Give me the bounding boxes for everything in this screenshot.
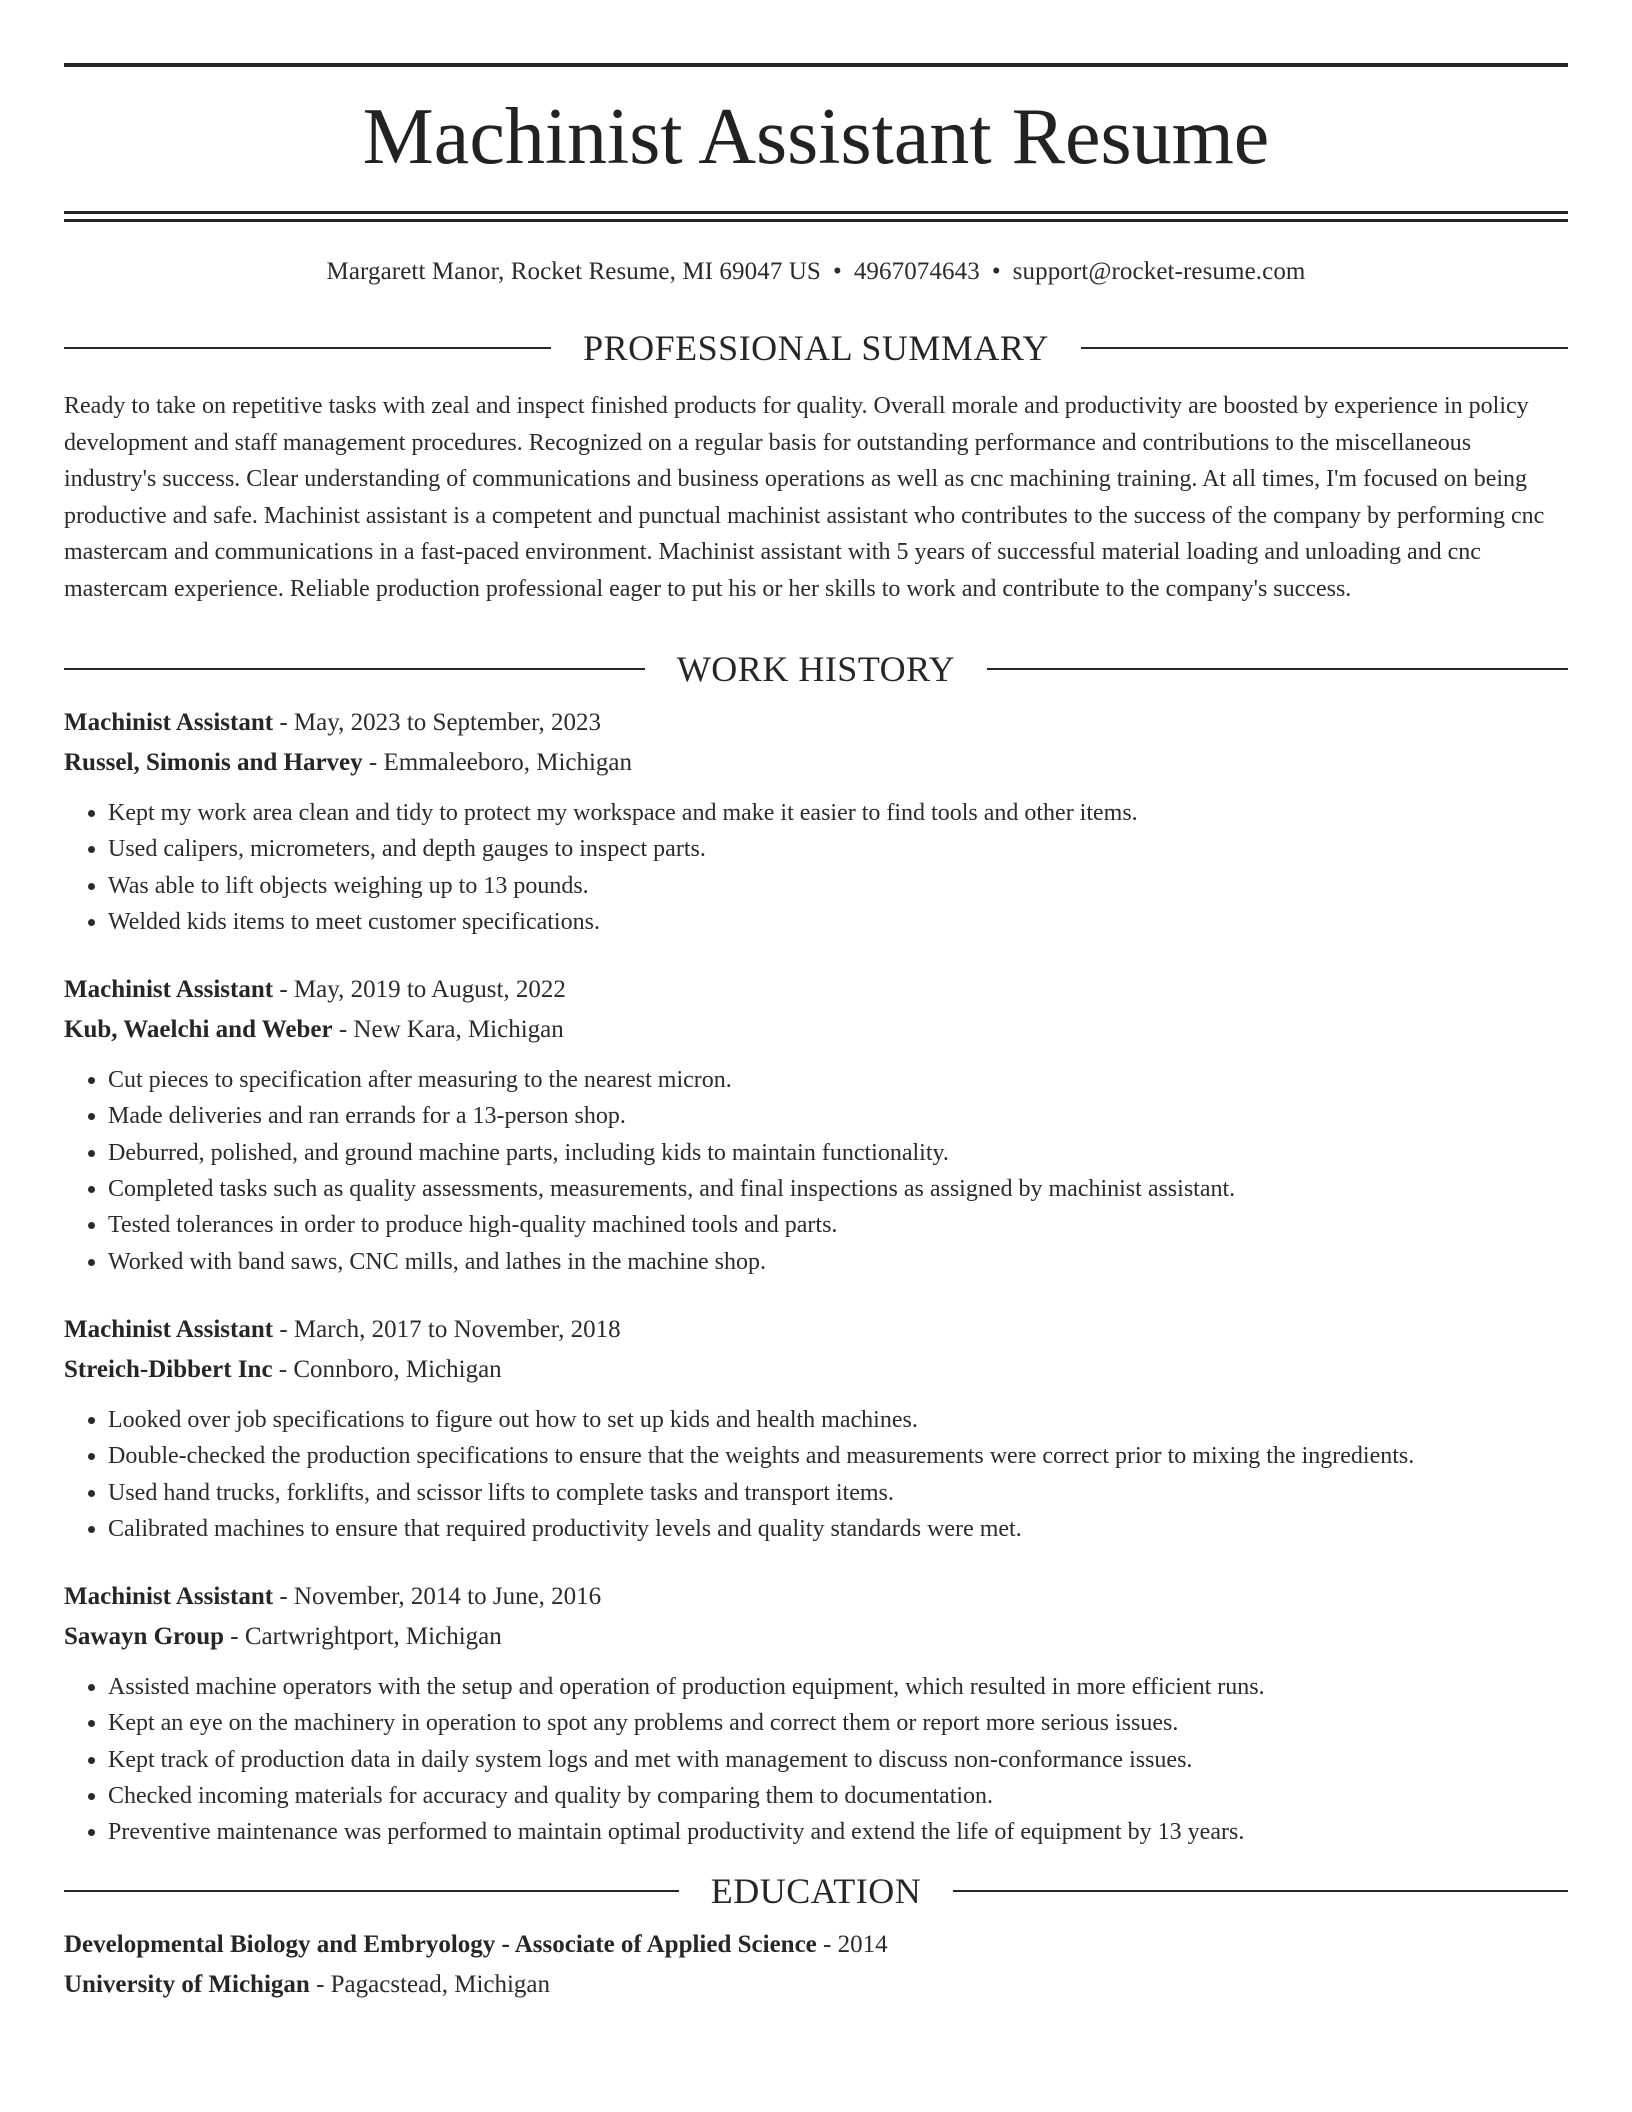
resume-page: [64, 0, 1568, 2005]
education-school-line: [64, 1965, 1568, 2005]
job-entry: [64, 1577, 1568, 1850]
job-title: Machinist Assistant: [64, 709, 274, 736]
job-title: Machinist Assistant: [64, 976, 274, 1004]
job-bullet-list: [64, 795, 1568, 940]
heading-rule-right: [987, 668, 1568, 670]
job-list: [64, 703, 1568, 1851]
contact-separator: •: [832, 258, 842, 285]
job-bullet: • Was able to lift objects weighing up to 13 pounds.: [108, 868, 1568, 904]
job-bullet: • Kept track of production data in daily system logs and met with management to discuss non-conformance issues.: [108, 1742, 1568, 1778]
heading-rule-right: [1081, 347, 1568, 349]
job-company-line: [64, 1010, 1568, 1050]
job-company: Streich-Dibbert Inc: [64, 1355, 273, 1383]
job-title-line: [64, 703, 1568, 743]
job-bullet: • Preventive maintenance was performed to maintain optimal productivity and extend the life of equipment by 13 years.: [108, 1814, 1568, 1850]
job-company: Sawayn Group: [64, 1623, 225, 1651]
job-bullet-list: [64, 1402, 1568, 1547]
contact-line: [64, 258, 1568, 286]
job-bullet-list: [64, 1062, 1568, 1280]
job-bullet-list: [64, 1669, 1568, 1850]
job-title: Machinist Assistant: [64, 1583, 274, 1611]
job-dates: - March, 2017 to November, 2018: [273, 1315, 621, 1343]
job-bullet: • Tested tolerances in order to produce high-quality machined tools and parts.: [108, 1207, 1568, 1243]
job-dates: - May, 2019 to August, 2022: [273, 976, 566, 1004]
education-heading: EDUCATION: [710, 1870, 922, 1911]
job-bullet: • Cut pieces to specification after measuring to the nearest micron.: [108, 1062, 1568, 1098]
job-bullet: • Completed tasks such as quality assessments, measurements, and final inspections as assigned by machinist assistant.: [108, 1171, 1568, 1207]
contact-phone: 4967074643: [853, 258, 980, 285]
work-heading-row: [64, 651, 1568, 687]
job-company: Russel, Simonis and Harvey: [64, 749, 363, 776]
job-company-line: [64, 1350, 1568, 1390]
job-title-line: [64, 1577, 1568, 1617]
job-title-line: [64, 970, 1568, 1010]
job-bullet: • Double-checked the production specifications to ensure that the weights and measurements were correct prior to mixing the ingredients.: [108, 1438, 1568, 1474]
job-location: - Cartwrightport, Michigan: [224, 1623, 502, 1651]
contact-address: Margarett Manor, Rocket Resume, MI 69047 US: [326, 258, 821, 285]
contact-email: support@rocket-resume.com: [1012, 258, 1306, 285]
contact-separator: •: [991, 258, 1001, 285]
job-bullet: • Calibrated machines to ensure that required productivity levels and quality standards were met.: [108, 1511, 1568, 1547]
summary-heading: PROFESSIONAL SUMMARY: [583, 328, 1049, 368]
education-heading-row: [64, 1870, 1568, 1911]
job-bullet: • Assisted machine operators with the setup and operation of production equipment, which resulted in more efficient runs.: [108, 1669, 1568, 1705]
job-bullet: • Welded kids items to meet customer specifications.: [108, 904, 1568, 940]
job-bullet: • Worked with band saws, CNC mills, and lathes in the machine shop.: [108, 1244, 1568, 1280]
education-entry: [64, 1925, 1568, 2005]
job-bullet: • Used calipers, micrometers, and depth gauges to inspect parts.: [108, 831, 1568, 867]
heading-rule-left: [64, 347, 551, 349]
summary-heading-row: [64, 330, 1568, 366]
job-title-line: [64, 1310, 1568, 1350]
job-company: Kub, Waelchi and Weber: [64, 1016, 333, 1044]
title-double-rule: [64, 211, 1568, 222]
job-entry: [64, 970, 1568, 1280]
job-bullet: • Looked over job specifications to figure out how to set up kids and health machines.: [108, 1402, 1568, 1438]
job-dates: - November, 2014 to June, 2016: [273, 1583, 602, 1611]
job-bullet: • Made deliveries and ran errands for a 13-person shop.: [108, 1098, 1568, 1134]
education-school: University of Michigan: [64, 1970, 310, 1998]
summary-text: Ready to take on repetitive tasks with zeal and inspect finished products for quality. Overall morale and productivity are boosted by experience in policy development and staff management procedures. Recognized on a regular basis for outstanding performance and contributions to the miscellaneous industry's success. Clear understanding of communications and business operations as well as cnc machining training. At all times, I'm focused on being productive and safe. Machinist assistant is a competent and punctual machinist assistant who contributes to the success of the company by performing cnc mastercam and communications in a fast-paced environment. Machinist assistant with 5 years of successful material loading and unloading and cnc mastercam experience. Reliable production professional eager to put his or her skills to work and contribute to the company's success.: [64, 393, 1545, 602]
job-company-line: [64, 1617, 1568, 1657]
education-year: - 2014: [816, 1930, 888, 1958]
heading-rule-left: [64, 1890, 679, 1892]
job-entry: [64, 703, 1568, 940]
job-dates: - May, 2023 to September, 2023: [273, 709, 601, 736]
job-bullet: • Used hand trucks, forklifts, and scissor lifts to complete tasks and transport items.: [108, 1475, 1568, 1511]
job-title: Machinist Assistant: [64, 1315, 274, 1343]
page-title: Machinist Assistant Resume: [362, 93, 1270, 181]
work-heading: WORK HISTORY: [676, 649, 956, 689]
job-location: - New Kara, Michigan: [332, 1016, 564, 1044]
job-entry: [64, 1310, 1568, 1547]
job-bullet: • Kept my work area clean and tidy to protect my workspace and make it easier to find tools and other items.: [108, 795, 1568, 831]
top-rule: [64, 63, 1568, 67]
education-degree: Developmental Biology and Embryology - Associate of Applied Science: [64, 1930, 817, 1958]
job-location: - Emmaleeboro, Michigan: [362, 749, 633, 776]
heading-rule-left: [64, 668, 645, 670]
job-company-line: [64, 743, 1568, 783]
job-bullet: • Deburred, polished, and ground machine parts, including kids to maintain functionality.: [108, 1135, 1568, 1171]
job-bullet: • Checked incoming materials for accuracy and quality by comparing them to documentation.: [108, 1778, 1568, 1814]
job-location: - Connboro, Michigan: [272, 1355, 502, 1383]
job-bullet: • Kept an eye on the machinery in operation to spot any problems and correct them or report more serious issues.: [108, 1705, 1568, 1741]
education-degree-line: [64, 1925, 1568, 1965]
education-location: - Pagacstead, Michigan: [309, 1970, 551, 1998]
heading-rule-right: [953, 1890, 1568, 1892]
